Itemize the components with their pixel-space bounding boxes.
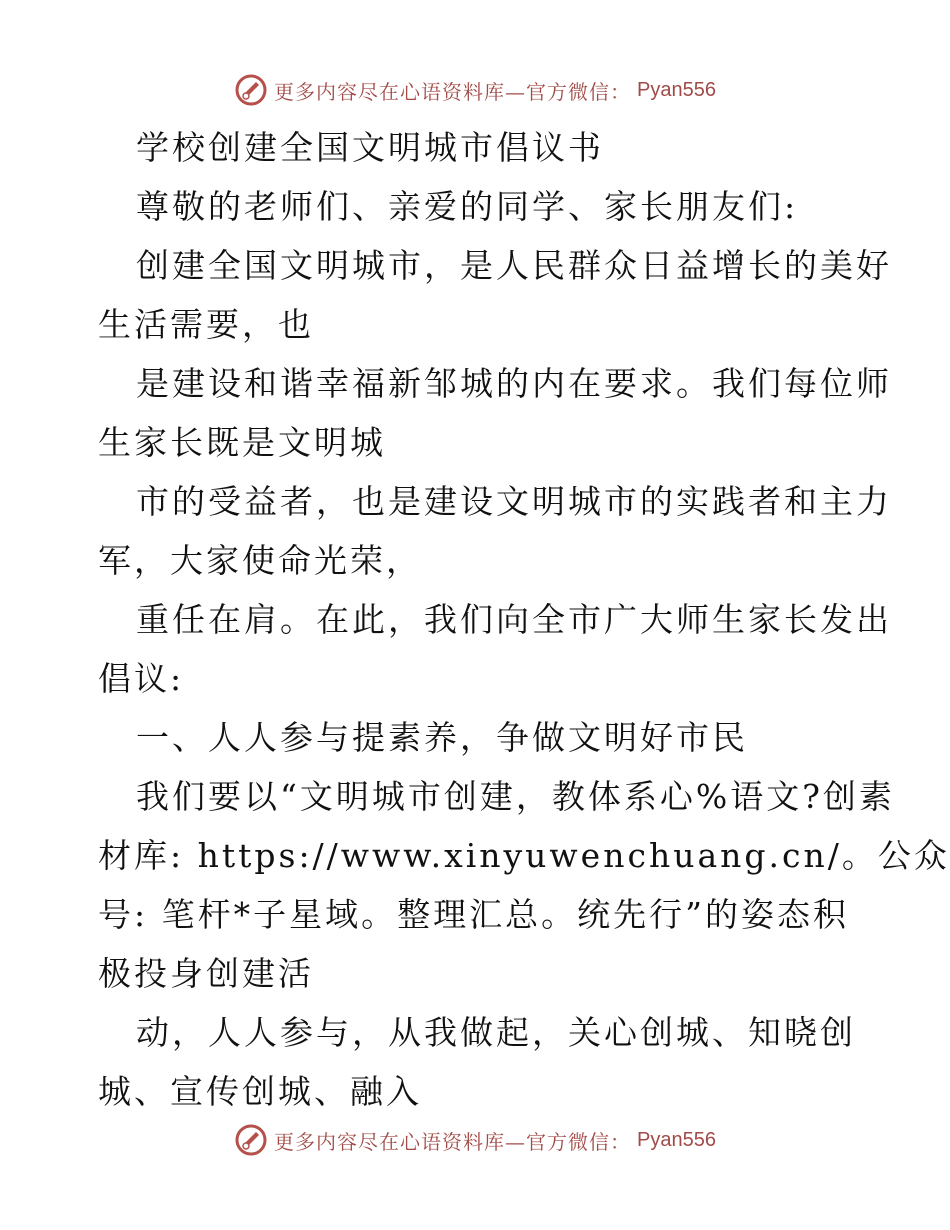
text-line: 我们要以“文明城市创建，教体系心%语文?创素 <box>136 777 895 816</box>
section-heading: 一、人人参与提素养，争做文明好市民 <box>136 718 748 757</box>
salutation: 尊敬的老师们、亲爱的同学、家长朋友们: <box>136 187 799 226</box>
header-banner <box>0 70 950 110</box>
text-line: 市的受益者，也是建设文明城市的实践者和主力 <box>136 482 892 521</box>
text-line: 是建设和谐幸福新邹城的内在要求。我们每位师 <box>136 364 892 403</box>
text-line: 极投身创建活 <box>98 954 314 993</box>
text-line: 号: 笔杆*子星域。整理汇总。统先行”的姿态积 <box>98 895 849 934</box>
document-title: 学校创建全国文明城市倡议书 <box>136 128 604 167</box>
footer-banner-id: Pyan556 <box>637 1128 716 1151</box>
footer-banner-text: 更多内容尽在心语资料库—官方微信： <box>274 1129 632 1154</box>
text-line: 动，人人参与，从我做起，关心创城、知晓创 <box>136 1013 856 1052</box>
text-line: 生家长既是文明城 <box>98 423 386 462</box>
text-line: 生活需要，也 <box>98 305 314 344</box>
header-banner-text: 更多内容尽在心语资料库—官方微信： <box>274 79 632 104</box>
text-line: 倡议: <box>98 659 185 698</box>
text-line: 材库: https://www.xinyuwenchuang.cn/。公众 <box>98 836 950 875</box>
text-line: 重任在肩。在此，我们向全市广大师生家长发出 <box>136 600 892 639</box>
brand-logo-icon <box>234 1123 268 1157</box>
footer-banner <box>0 1120 950 1160</box>
brand-logo-icon <box>234 73 268 107</box>
text-line: 创建全国文明城市，是人民群众日益增长的美好 <box>136 246 892 285</box>
document-body <box>98 118 950 1121</box>
text-line: 军，大家使命光荣， <box>98 541 422 580</box>
text-line: 城、宣传创城、融入 <box>98 1072 422 1111</box>
header-banner-id: Pyan556 <box>637 78 716 101</box>
